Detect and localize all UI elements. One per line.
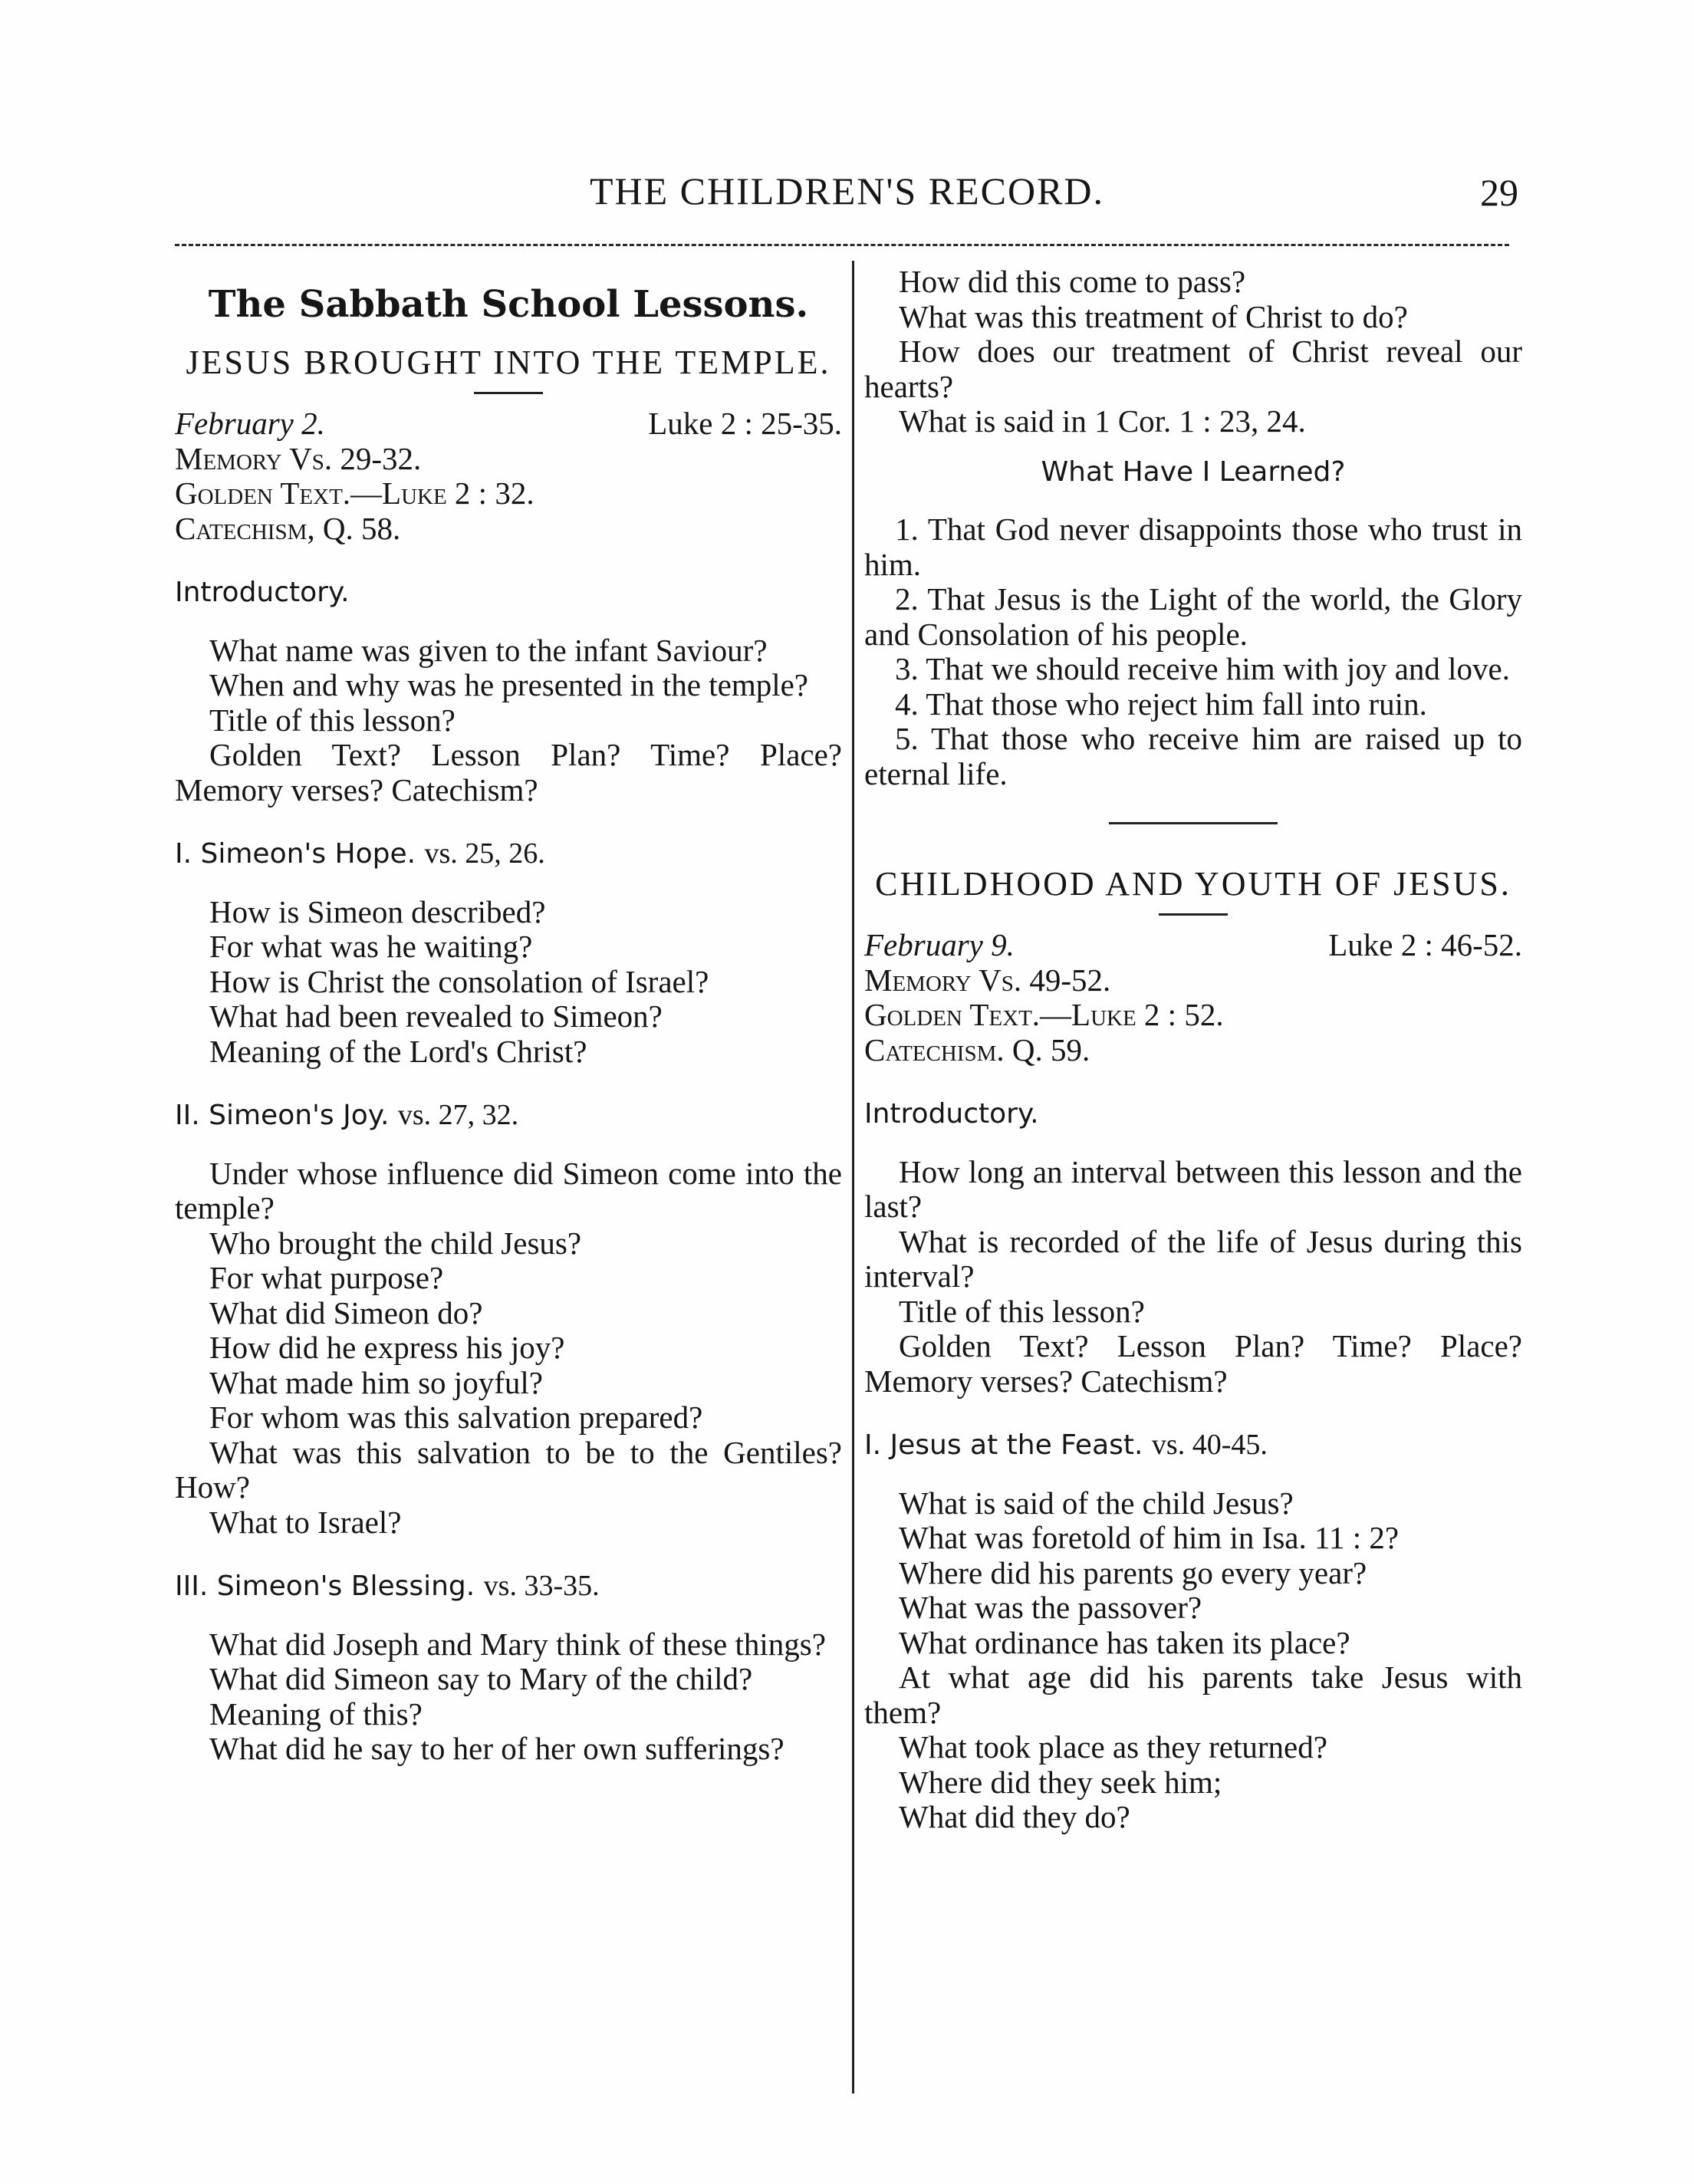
section-heading-1 — [175, 837, 842, 872]
title-rule — [474, 392, 543, 394]
question: How long an interval between this lesson and the last? — [864, 1153, 1522, 1224]
running-title: THE CHILDREN'S RECORD. — [589, 169, 1105, 212]
question: What did they do? — [899, 1799, 1130, 1834]
golden-text: Golden Text.—Luke 2 : 52. — [864, 997, 1224, 1032]
learned-heading: What Have I Learned? — [1041, 456, 1346, 488]
catechism: Catechism, Q. 58. — [175, 510, 401, 546]
date-line — [175, 406, 842, 442]
question: Who brought the child Jesus? — [209, 1225, 582, 1261]
learned-item: 4. That those who reject him fall into ruin. — [895, 686, 1427, 722]
question: What had been revealed to Simeon? — [209, 998, 663, 1034]
question: Golden Text? Lesson Plan? Time? Place? Memory verses? Catechism? — [864, 1328, 1522, 1399]
learned-item: 2. That Jesus is the Light of the world, the Glory and Consolation of his people. — [864, 581, 1522, 652]
page-number: 29 — [1480, 171, 1518, 214]
question: What name was given to the infant Saviour? — [209, 632, 768, 668]
question: What made him so joyful? — [209, 1364, 543, 1400]
section-ref: vs. 40-45. — [1151, 1429, 1268, 1461]
golden-text: Golden Text.—Luke 2 : 32. — [175, 475, 535, 511]
question: Where did they seek him; — [899, 1764, 1222, 1800]
section-heading: The Sabbath School Lessons. — [208, 283, 809, 326]
question: At what age did his parents take Jesus with them? — [864, 1659, 1522, 1730]
question: What did Simeon say to Mary of the child? — [209, 1661, 753, 1696]
question: Meaning of the Lord's Christ? — [209, 1033, 587, 1069]
question: For whom was this salvation prepared? — [209, 1400, 703, 1435]
question: How is Christ the consolation of Israel? — [209, 963, 709, 999]
learned-item: 5. That those who receive him are raised up to eternal life. — [864, 721, 1522, 791]
header-rule — [175, 244, 1509, 246]
lesson-title: JESUS BROUGHT INTO THE TEMPLE. — [186, 344, 831, 381]
section-heading-3 — [175, 1569, 842, 1604]
question: Meaning of this? — [209, 1696, 423, 1732]
lesson-title: CHILDHOOD AND YOUTH OF JESUS. — [875, 865, 1511, 903]
lesson-reference: Luke 2 : 46-52. — [1328, 927, 1522, 962]
question: Title of this lesson? — [209, 702, 456, 738]
section-ref: vs. 27, 32. — [397, 1099, 519, 1131]
question: How did this come to pass? — [899, 264, 1246, 299]
right-column — [864, 265, 1522, 1835]
section-ref: vs. 25, 26. — [424, 837, 545, 870]
question: What is said of the child Jesus? — [899, 1485, 1294, 1521]
learned-item: 1. That God never disappoints those who trust in him. — [864, 511, 1522, 582]
memory-verses: Memory Vs. 29-32. — [175, 440, 422, 476]
question: When and why was he presented in the temple? — [209, 667, 809, 702]
column-divider — [852, 261, 854, 2094]
question: What is said in 1 Cor. 1 : 23, 24. — [899, 403, 1306, 439]
section-heading-feast — [864, 1428, 1522, 1463]
intro-heading: Introductory. — [175, 577, 350, 608]
question: What did he say to her of her own sufferings? — [209, 1731, 785, 1766]
question: What did Simeon do? — [209, 1294, 483, 1330]
section-title: II. Simeon's Joy. — [175, 1100, 390, 1131]
memory-verses: Memory Vs. 49-52. — [864, 962, 1111, 998]
section-title: I. Simeon's Hope. — [175, 838, 416, 870]
question: How did he express his joy? — [209, 1330, 565, 1365]
title-rule — [1159, 913, 1228, 916]
catechism: Catechism. Q. 59. — [864, 1031, 1090, 1067]
question: What took place as they returned? — [899, 1729, 1327, 1765]
question: What ordinance has taken its place? — [899, 1624, 1350, 1660]
section-ref: vs. 33-35. — [483, 1570, 600, 1602]
section-title: I. Jesus at the Feast. — [864, 1429, 1143, 1461]
left-column — [175, 265, 842, 1767]
question: What was this salvation to be to the Gentiles? How? — [175, 1434, 842, 1505]
question: Where did his parents go every year? — [899, 1554, 1367, 1590]
date-line — [864, 928, 1522, 963]
question: How does our treatment of Christ reveal our hearts? — [864, 334, 1522, 404]
question: What to Israel? — [209, 1504, 402, 1540]
question: What was this treatment of Christ to do? — [899, 298, 1408, 334]
question: For what was he waiting? — [209, 929, 533, 964]
intro-heading: Introductory. — [864, 1098, 1039, 1130]
question: Title of this lesson? — [899, 1293, 1145, 1329]
question: For what purpose? — [209, 1260, 444, 1295]
lesson-date: February 9. — [864, 927, 1015, 962]
section-rule — [1109, 822, 1278, 824]
question: What did Joseph and Mary think of these things? — [209, 1626, 826, 1662]
question: What is recorded of the life of Jesus during this interval? — [864, 1223, 1522, 1294]
question: Under whose influence did Simeon come into the temple? — [175, 1155, 842, 1225]
lesson-date: February 2. — [175, 406, 325, 441]
section-title: III. Simeon's Blessing. — [175, 1571, 475, 1602]
question: What was foretold of him in Isa. 11 : 2? — [899, 1520, 1400, 1555]
question: How is Simeon described? — [209, 893, 546, 929]
lesson-reference: Luke 2 : 25-35. — [648, 406, 842, 441]
question: Golden Text? Lesson Plan? Time? Place? Memory verses? Catechism? — [175, 737, 842, 807]
question: What was the passover? — [899, 1590, 1202, 1625]
section-heading-2 — [175, 1098, 842, 1133]
learned-item: 3. That we should receive him with joy and love. — [895, 651, 1510, 686]
